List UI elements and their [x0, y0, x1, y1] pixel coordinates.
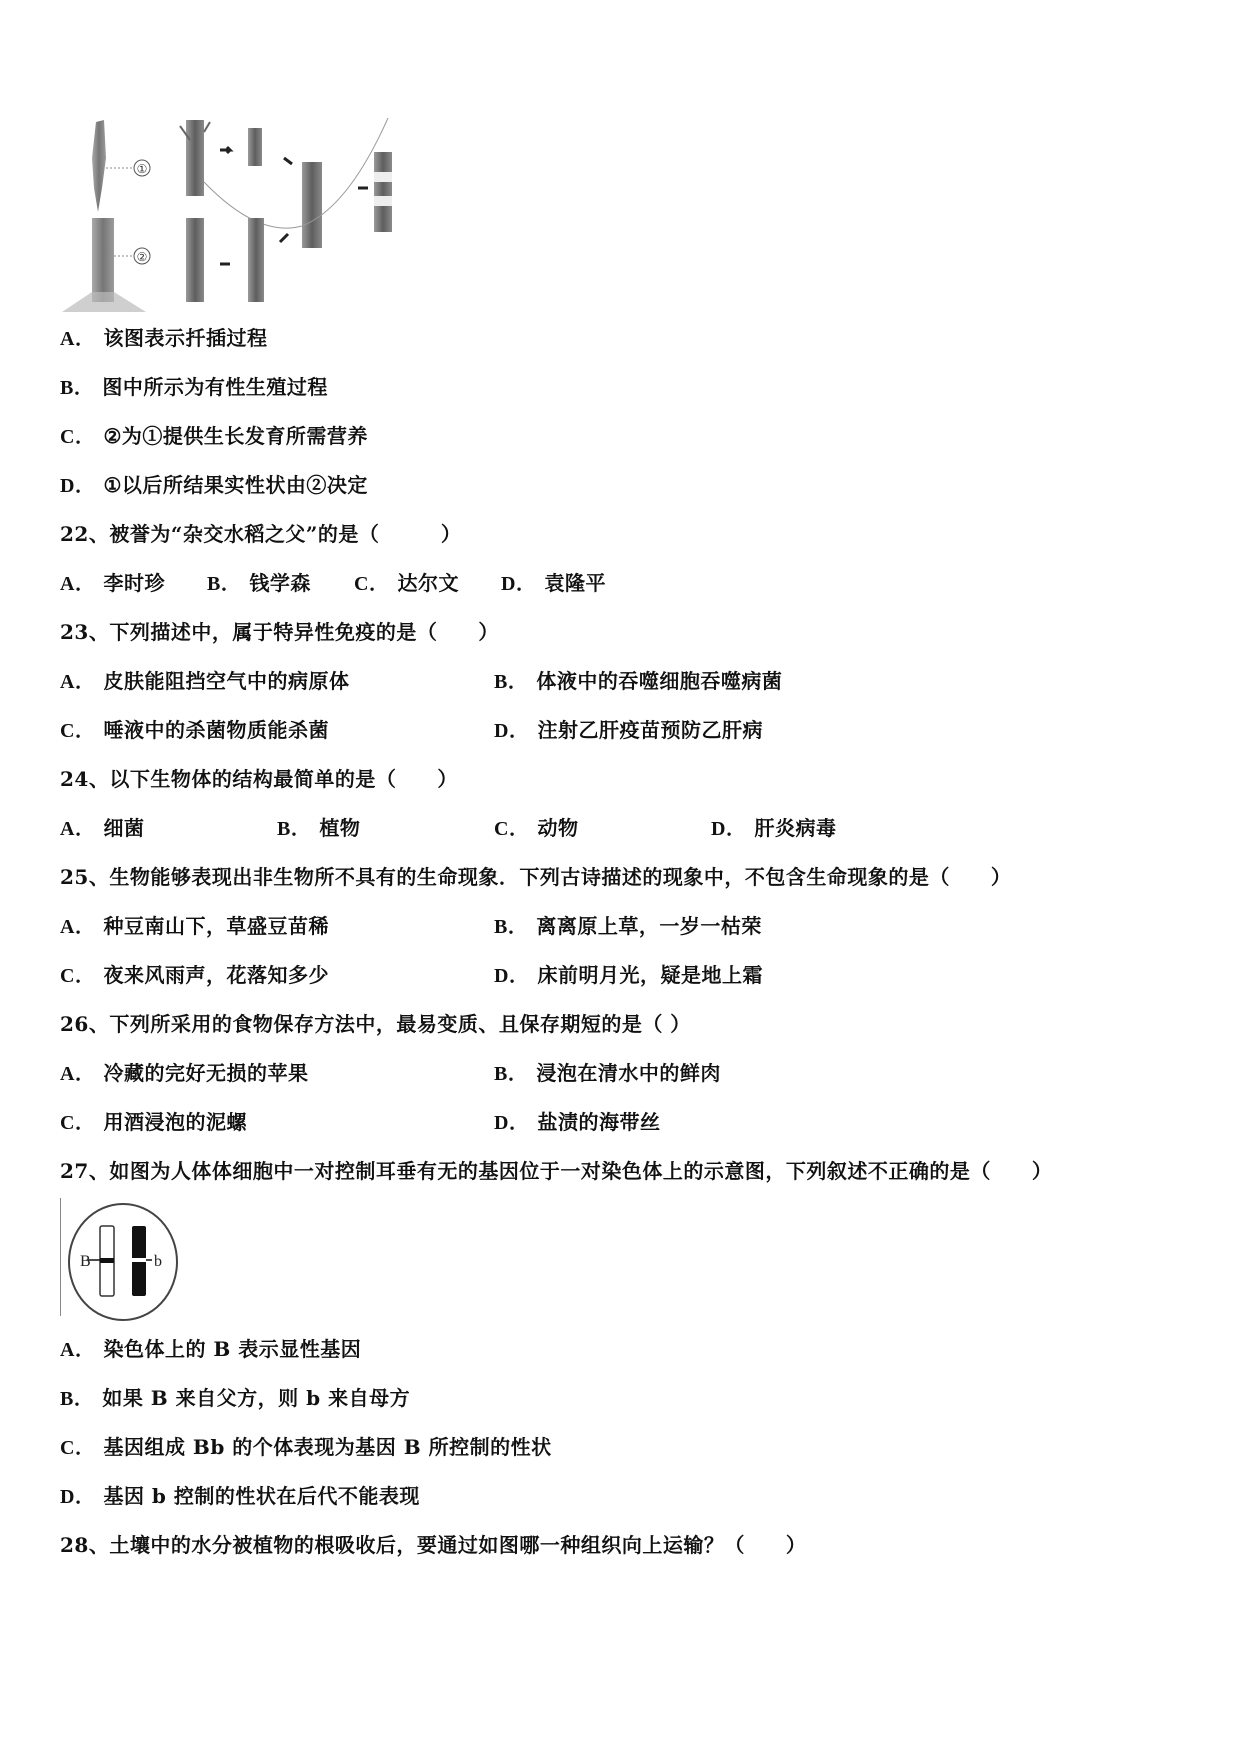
- option-key: B．: [494, 916, 529, 938]
- option-text: 图中所示为有性生殖过程: [102, 375, 328, 399]
- option-key: D．: [60, 475, 96, 497]
- option-text: ②为①提供生长发育所需营养: [103, 424, 368, 448]
- option-text: 皮肤能阻挡空气中的病原体: [103, 669, 350, 693]
- option-key: D．: [501, 573, 537, 595]
- grafting-process-figure: [58, 118, 448, 314]
- q25-option-d[interactable]: [494, 962, 763, 989]
- option-key: C．: [354, 573, 390, 595]
- option-key: B．: [494, 671, 529, 693]
- option-key: C．: [60, 720, 96, 742]
- q24-option-a[interactable]: [60, 815, 144, 842]
- option-key: A．: [60, 1339, 96, 1361]
- q25-option-b[interactable]: [494, 913, 762, 940]
- option-text: 钱学森: [249, 571, 311, 595]
- option-text: 用酒浸泡的泥螺: [103, 1110, 247, 1134]
- option-key: D．: [494, 1112, 530, 1134]
- option-text: 基因组成 Bb 的个体表现为基因 B 所控制的性状: [103, 1435, 552, 1459]
- q22-option-a[interactable]: [60, 570, 165, 597]
- option-text: 肝炎病毒: [754, 816, 837, 840]
- q21-option-a[interactable]: [60, 325, 267, 352]
- q23-option-d[interactable]: [494, 717, 763, 744]
- q25-option-a[interactable]: [60, 913, 329, 940]
- option-key: A．: [60, 671, 96, 693]
- q26-option-a[interactable]: [60, 1060, 308, 1087]
- option-text: 浸泡在清水中的鲜肉: [536, 1061, 721, 1085]
- q22-option-c[interactable]: [354, 570, 459, 597]
- option-text: 唾液中的杀菌物质能杀菌: [103, 718, 329, 742]
- svg-text:B: B: [80, 1253, 91, 1270]
- option-text: 冷藏的完好无损的苹果: [103, 1061, 309, 1085]
- q27-option-b[interactable]: [60, 1385, 410, 1412]
- svg-text:b: b: [154, 1253, 162, 1270]
- question-23-stem: 23、下列描述中，属于特异性免疫的是（ ）: [60, 620, 499, 644]
- q27-option-d[interactable]: [60, 1483, 420, 1510]
- option-key: B．: [60, 1388, 95, 1410]
- q24-option-c[interactable]: [494, 815, 578, 842]
- option-key: B．: [207, 573, 242, 595]
- option-text: 床前明月光，疑是地上霜: [537, 963, 763, 987]
- chromosome-pair-diagram: [58, 1198, 188, 1326]
- option-text: 夜来风雨声，花落知多少: [103, 963, 329, 987]
- question-25-stem: 25、生物能够表现出非生物所不具有的生命现象．下列古诗描述的现象中，不包含生命现象的是（ ）: [60, 865, 1012, 889]
- option-text: 盐渍的海带丝: [537, 1110, 661, 1134]
- q23-option-a[interactable]: [60, 668, 349, 695]
- option-text: 动物: [537, 816, 579, 840]
- option-key: A．: [60, 1063, 96, 1085]
- q24-option-b[interactable]: [277, 815, 360, 842]
- option-key: A．: [60, 818, 96, 840]
- grafting-illustration: [58, 118, 448, 314]
- svg-text:②: ②: [136, 250, 148, 264]
- option-key: C．: [60, 426, 96, 448]
- option-key: D．: [494, 720, 530, 742]
- q24-option-d[interactable]: [711, 815, 836, 842]
- option-key: B．: [60, 377, 95, 399]
- option-key: A．: [60, 916, 96, 938]
- question-27-stem: 27、如图为人体体细胞中一对控制耳垂有无的基因位于一对染色体上的示意图，下列叙述不正确的是（ ）: [60, 1159, 1053, 1183]
- option-text: 李时珍: [103, 571, 165, 595]
- q22-option-d[interactable]: [501, 570, 606, 597]
- q23-option-c[interactable]: [60, 717, 329, 744]
- question-22-stem: 22、被誉为“杂交水稻之父”的是（ ）: [60, 522, 462, 546]
- option-key: C．: [60, 965, 96, 987]
- option-key: A．: [60, 573, 96, 595]
- q22-option-b[interactable]: [207, 570, 311, 597]
- q21-option-c[interactable]: [60, 423, 368, 450]
- option-key: D．: [60, 1486, 96, 1508]
- chromosome-figure: [58, 1198, 188, 1326]
- q27-option-a[interactable]: [60, 1336, 361, 1363]
- option-text: 基因 b 控制的性状在后代不能表现: [103, 1484, 420, 1508]
- option-key: B．: [494, 1063, 529, 1085]
- option-key: C．: [60, 1112, 96, 1134]
- option-text: 注射乙肝疫苗预防乙肝病: [537, 718, 763, 742]
- option-text: 种豆南山下，草盛豆苗稀: [103, 914, 329, 938]
- option-text: ①以后所结果实性状由②决定: [103, 473, 368, 497]
- q25-option-c[interactable]: [60, 962, 329, 989]
- q27-option-c[interactable]: [60, 1434, 552, 1461]
- option-text: 袁隆平: [544, 571, 606, 595]
- option-text: 该图表示扦插过程: [103, 326, 268, 350]
- option-text: 植物: [319, 816, 361, 840]
- q26-option-c[interactable]: [60, 1109, 247, 1136]
- option-text: 离离原上草，一岁一枯荣: [536, 914, 762, 938]
- option-text: 如果 B 来自父方，则 b 来自母方: [102, 1386, 411, 1410]
- option-text: 达尔文: [397, 571, 459, 595]
- option-key: B．: [277, 818, 312, 840]
- q21-option-b[interactable]: [60, 374, 328, 401]
- option-text: 细菌: [103, 816, 145, 840]
- q26-option-b[interactable]: [494, 1060, 721, 1087]
- q23-option-b[interactable]: [494, 668, 782, 695]
- svg-text:①: ①: [136, 162, 148, 176]
- question-24-stem: 24、以下生物体的结构最简单的是（ ）: [60, 767, 458, 791]
- q26-option-d[interactable]: [494, 1109, 660, 1136]
- question-28-stem: 28、土壤中的水分被植物的根吸收后，要通过如图哪一种组织向上运输？（ ）: [60, 1533, 807, 1557]
- option-text: 体液中的吞噬细胞吞噬病菌: [536, 669, 783, 693]
- option-text: 染色体上的 B 表示显性基因: [103, 1337, 362, 1361]
- option-key: D．: [711, 818, 747, 840]
- option-key: D．: [494, 965, 530, 987]
- option-key: C．: [60, 1437, 96, 1459]
- option-key: A．: [60, 328, 96, 350]
- question-26-stem: 26、下列所采用的食物保存方法中，最易变质、且保存期短的是（ ）: [60, 1012, 691, 1036]
- option-key: C．: [494, 818, 530, 840]
- q21-option-d[interactable]: [60, 472, 368, 499]
